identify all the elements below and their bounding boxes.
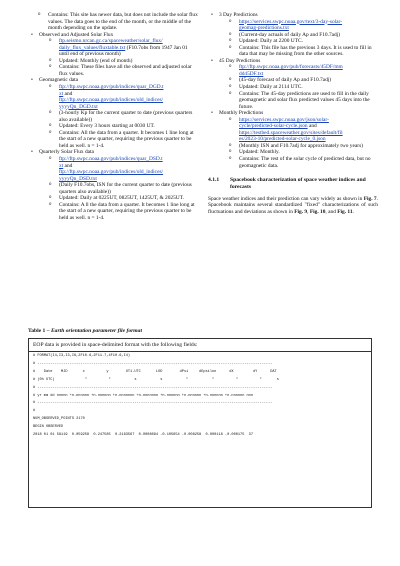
- code-line: BEGIN OBSERVED: [33, 425, 64, 430]
- left-column: [28, 12, 198, 222]
- source-contains: o Contains: A ll the data from a quarter. It becomes 1 line long at the start of a new quarter, requiring the previous quarter to be held as well. n = 1-4.: [39, 202, 198, 222]
- code-line: 2018 01 01 58119 0.059258 0.247585 0.2163567 0.0008094 -0.105654 -0.008258 0.000118 -0.000175 37: [33, 433, 253, 438]
- source-updated: o Updated: Every 3 hours starting at 0030 UT.: [39, 123, 198, 130]
- code-line: # Date MJD x y UT1-UTC LOD dPsi dEpsilon dX dY DAT: [33, 369, 277, 374]
- source-updated: o Updated: Monthly.: [219, 149, 378, 156]
- source-note: o (Monthly ISN and F10.7adj for approximately two years): [219, 143, 378, 150]
- source-title: Observed and Adjusted Solar Flux: [39, 31, 114, 38]
- source-item-45day: [208, 58, 378, 110]
- source-contains: o Contains: These files have all the observed and adjusted solar flux values.: [39, 64, 198, 77]
- source-link[interactable]: https://testbed.spaceweather.gov/sites/default/fil: [239, 129, 343, 136]
- link-joiner: and: [63, 90, 73, 97]
- source-title: Monthly Predictions: [219, 110, 264, 117]
- right-column: [208, 12, 378, 215]
- body-text: , and: [325, 208, 338, 215]
- code-line: # -------------------------------------------------------------------------------------------------------------: [33, 401, 273, 406]
- intro-list: [28, 12, 198, 32]
- body-text: Space weather indices and their prediction can vary widely as shown in: [208, 195, 364, 202]
- source-link[interactable]: ftp://ftp.swpc.noaa.gov/pub/indices/old_indices/: [59, 169, 164, 176]
- source-updated: o Updated: Daily at 2200 UTC.: [219, 38, 378, 45]
- source-link[interactable]: es/2023-10/predicted-solar-cycle_0.json: [239, 136, 326, 143]
- figure-ref-10[interactable]: Fig. 10: [309, 208, 326, 215]
- code-line: # (0h UTC) " " s s " " " " s: [33, 377, 279, 382]
- eop-format-table: [28, 338, 372, 508]
- source-link-item: [39, 38, 198, 58]
- source-contains: o Contains: All the data from a quarter. It becomes 1 line long at the start of a new quarter, requiring the previous quarter to be held as well. n = 1-4.: [39, 130, 198, 150]
- code-line: # -------------------------------------------------------------------------------------------------------------: [33, 361, 273, 366]
- source-link[interactable]: xt: [59, 90, 64, 97]
- table-code-block: [29, 352, 371, 441]
- source-note: o (45-day forecast of daily Ap and F10.7adj): [219, 77, 378, 84]
- intro-contains-body: This site has newer data, but does not include the solar flux values. The data goes to the end of the month, or the middle of the month depending on the update.: [48, 12, 198, 32]
- source-item-solar-flux: [28, 32, 198, 78]
- source-link[interactable]: cycle/predicted-solar-cycle.json: [239, 123, 308, 130]
- source-updated: o Updated: Daily at 2114 UTC.: [219, 84, 378, 91]
- source-link[interactable]: yyyyQn_DSD.txt: [59, 175, 97, 182]
- source-note: o (3-hourly Kp for the current quarter to date (previous quarters also available)): [39, 110, 198, 123]
- source-link[interactable]: yyyyQn_DGD.txt: [59, 103, 98, 110]
- source-link-item: [39, 84, 198, 110]
- code-line: # -------------------------------------------------------------------------------------------------------------: [33, 385, 273, 390]
- list-item: [28, 12, 198, 32]
- source-updated: o Updated: Monthly (end of month): [39, 58, 198, 65]
- code-line: # yr mm dd nnnnn +n.nnnnnn +n.nnnnnn +n.nnnnnnn +n.nnnnnnn +n.nnnnnn +n.nnnnnn +n.nnnnnn +n.nnnnnn nnn: [33, 393, 253, 398]
- source-title: Geomagnetic data: [39, 77, 79, 84]
- source-link[interactable]: o ftp://ftp.swpc.noaa.gov/pub/forecasts/45DF/mm: [239, 64, 343, 71]
- code-line: # FORMAT(I4,I3,I3,I6,2F10.6,2F11.7,4F10.6,I4): [33, 354, 131, 358]
- source-link[interactable]: o ftp://ftp.swpc.noaa.gov/pub/indices/quar_DSD.t: [59, 156, 163, 163]
- source-contains: o Contains: The rest of the solar cycle of predicted data, but no geomagnetic data.: [219, 156, 378, 169]
- source-link[interactable]: daily_flux_values/fluxtable.txt: [59, 44, 126, 51]
- figure-ref-9[interactable]: Fig. 9: [294, 208, 308, 215]
- prediction-list: [208, 12, 378, 169]
- body-text: .: [352, 208, 354, 215]
- source-contains: o Contains: This file has the previous 3 days. It is used to fill in data that may be missing from the other sources.: [219, 45, 378, 58]
- source-link-item: [219, 64, 378, 77]
- code-line: #: [33, 409, 36, 414]
- source-title: 45 Day Predictions: [219, 57, 261, 64]
- source-title: Quarterly Solar Flux data: [39, 149, 94, 156]
- subsection-body: [208, 196, 378, 216]
- link-joiner: and: [307, 123, 317, 130]
- source-note: o (Daily F10.7obs, ISN for the current quarter to date (previous quarters also available)): [39, 182, 198, 195]
- source-link[interactable]: o https://services.swpc.noaa.gov/json/solar-: [239, 116, 329, 123]
- source-link-note: (F10.7obs from 1947 Jan 01 until end of previous month): [59, 44, 188, 58]
- body-text: ,: [307, 208, 310, 215]
- source-item-geomagnetic: [28, 77, 198, 149]
- source-item-3day: [208, 12, 378, 58]
- subsection-title: Spacebook characterization of space weather indices and forecasts: [230, 177, 366, 190]
- source-link[interactable]: o ftp.seismo.nrcan.gc.ca/spaceweather/solar_flux/: [59, 38, 163, 45]
- source-title: 3 Day Predictions: [219, 12, 258, 18]
- source-link[interactable]: o https://services.swpc.noaa.gov/text/3-day-solar-: [239, 18, 343, 25]
- source-contains: o Contains: The 45-day predictions are used to fill in the daily geomagnetic and solar flux predicted values 45 days into the future.: [219, 91, 378, 111]
- source-link[interactable]: geomag-predictions.txt: [239, 25, 289, 32]
- figure-ref-7[interactable]: Fig. 7: [363, 195, 377, 202]
- source-link-item: [39, 156, 198, 182]
- source-link-item: [219, 19, 378, 32]
- table-caption-label: Table 1 –: [28, 328, 51, 334]
- source-link[interactable]: ftp://ftp.swpc.noaa.gov/pub/indices/old_indices/: [59, 97, 164, 104]
- intro-contains-text: Contains:: [48, 12, 69, 18]
- table-description: EOP data is provided in space-delimited format with the following fields:: [29, 339, 371, 352]
- source-item-quarterly-flux: [28, 149, 198, 221]
- body-text: . Spacebook maintains several standardized "fixed" characterizations of such fluctuations and deviations as shown in: [208, 195, 378, 215]
- source-link-item: [219, 117, 378, 143]
- figure-ref-11[interactable]: Fig. 11: [337, 208, 353, 215]
- source-link[interactable]: o ftp://ftp.swpc.noaa.gov/pub/indices/quar_DGD.t: [59, 84, 164, 91]
- source-updated: o Updated: Daily at 0225UT, 0825UT, 1425UT, & 2025UT.: [39, 195, 198, 202]
- link-joiner: and: [63, 162, 73, 169]
- subsection-heading: [208, 177, 378, 191]
- source-note: o (Current-day actuals of daily Ap and F10.7adj): [219, 32, 378, 39]
- code-line: NUM_OBSERVED_POINTS 2170: [33, 417, 85, 422]
- table-caption-title: Earth orientation parameter file format: [50, 328, 143, 334]
- source-link[interactable]: dd45DF.txt: [239, 70, 264, 77]
- source-list: [28, 32, 198, 222]
- source-link[interactable]: xt: [59, 162, 64, 169]
- source-item-monthly: [208, 110, 378, 169]
- table-caption: [28, 328, 142, 334]
- subsection-number: 4.1.1: [208, 177, 220, 184]
